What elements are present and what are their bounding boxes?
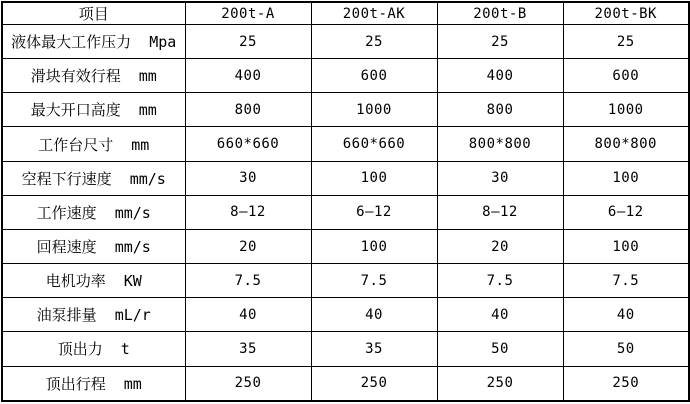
row-label-cell: 电机功率 KW <box>2 264 185 298</box>
value-cell: 8—12 <box>185 195 311 229</box>
value-cell: 250 <box>563 366 689 401</box>
value-cell: 35 <box>185 332 311 366</box>
value-cell: 800*800 <box>563 127 689 161</box>
value-cell: 40 <box>185 298 311 332</box>
value-cell: 100 <box>563 161 689 195</box>
value-cell: 400 <box>185 59 311 93</box>
header-cell-model: 200t-A <box>185 2 311 25</box>
table-row <box>2 229 689 263</box>
table-row <box>2 93 689 127</box>
table-row <box>2 366 689 401</box>
value-cell: 25 <box>185 25 311 59</box>
value-cell: 100 <box>311 229 437 263</box>
value-cell: 25 <box>563 25 689 59</box>
value-cell: 25 <box>311 25 437 59</box>
row-label-cell: 工作台尺寸 mm <box>2 127 185 161</box>
table-row <box>2 25 689 59</box>
value-cell: 800 <box>437 93 563 127</box>
value-cell: 660*660 <box>311 127 437 161</box>
value-cell: 1000 <box>563 93 689 127</box>
value-cell: 8—12 <box>437 195 563 229</box>
value-cell: 50 <box>437 332 563 366</box>
value-cell: 250 <box>311 366 437 401</box>
row-label-cell: 最大开口高度 mm <box>2 93 185 127</box>
row-label-cell: 油泵排量 mL/r <box>2 298 185 332</box>
spec-table <box>1 1 690 402</box>
value-cell: 100 <box>311 161 437 195</box>
value-cell: 7.5 <box>563 264 689 298</box>
value-cell: 400 <box>437 59 563 93</box>
row-label-cell: 顶出力 t <box>2 332 185 366</box>
table-body <box>2 25 689 402</box>
table-row <box>2 195 689 229</box>
header-cell-item: 项目 <box>2 2 185 25</box>
header-cell-model: 200t-B <box>437 2 563 25</box>
value-cell: 800 <box>185 93 311 127</box>
value-cell: 660*660 <box>185 127 311 161</box>
row-label-cell: 滑块有效行程 mm <box>2 59 185 93</box>
row-label-cell: 空程下行速度 mm/s <box>2 161 185 195</box>
table-row <box>2 59 689 93</box>
value-cell: 30 <box>437 161 563 195</box>
value-cell: 7.5 <box>185 264 311 298</box>
value-cell: 800*800 <box>437 127 563 161</box>
table-row <box>2 161 689 195</box>
value-cell: 20 <box>437 229 563 263</box>
value-cell: 40 <box>311 298 437 332</box>
row-label-cell: 回程速度 mm/s <box>2 229 185 263</box>
header-row <box>2 2 689 25</box>
value-cell: 30 <box>185 161 311 195</box>
row-label-cell: 工作速度 mm/s <box>2 195 185 229</box>
value-cell: 600 <box>311 59 437 93</box>
value-cell: 100 <box>563 229 689 263</box>
value-cell: 50 <box>563 332 689 366</box>
header-cell-model: 200t-BK <box>563 2 689 25</box>
value-cell: 40 <box>563 298 689 332</box>
table-row <box>2 298 689 332</box>
table-row <box>2 332 689 366</box>
value-cell: 7.5 <box>437 264 563 298</box>
value-cell: 35 <box>311 332 437 366</box>
value-cell: 6—12 <box>311 195 437 229</box>
row-label-cell: 液体最大工作压力 Mpa <box>2 25 185 59</box>
row-label-cell: 顶出行程 mm <box>2 366 185 401</box>
value-cell: 25 <box>437 25 563 59</box>
header-cell-model: 200t-AK <box>311 2 437 25</box>
table-row <box>2 264 689 298</box>
value-cell: 250 <box>437 366 563 401</box>
value-cell: 7.5 <box>311 264 437 298</box>
table-row <box>2 127 689 161</box>
value-cell: 250 <box>185 366 311 401</box>
value-cell: 40 <box>437 298 563 332</box>
value-cell: 1000 <box>311 93 437 127</box>
value-cell: 6—12 <box>563 195 689 229</box>
value-cell: 20 <box>185 229 311 263</box>
value-cell: 600 <box>563 59 689 93</box>
